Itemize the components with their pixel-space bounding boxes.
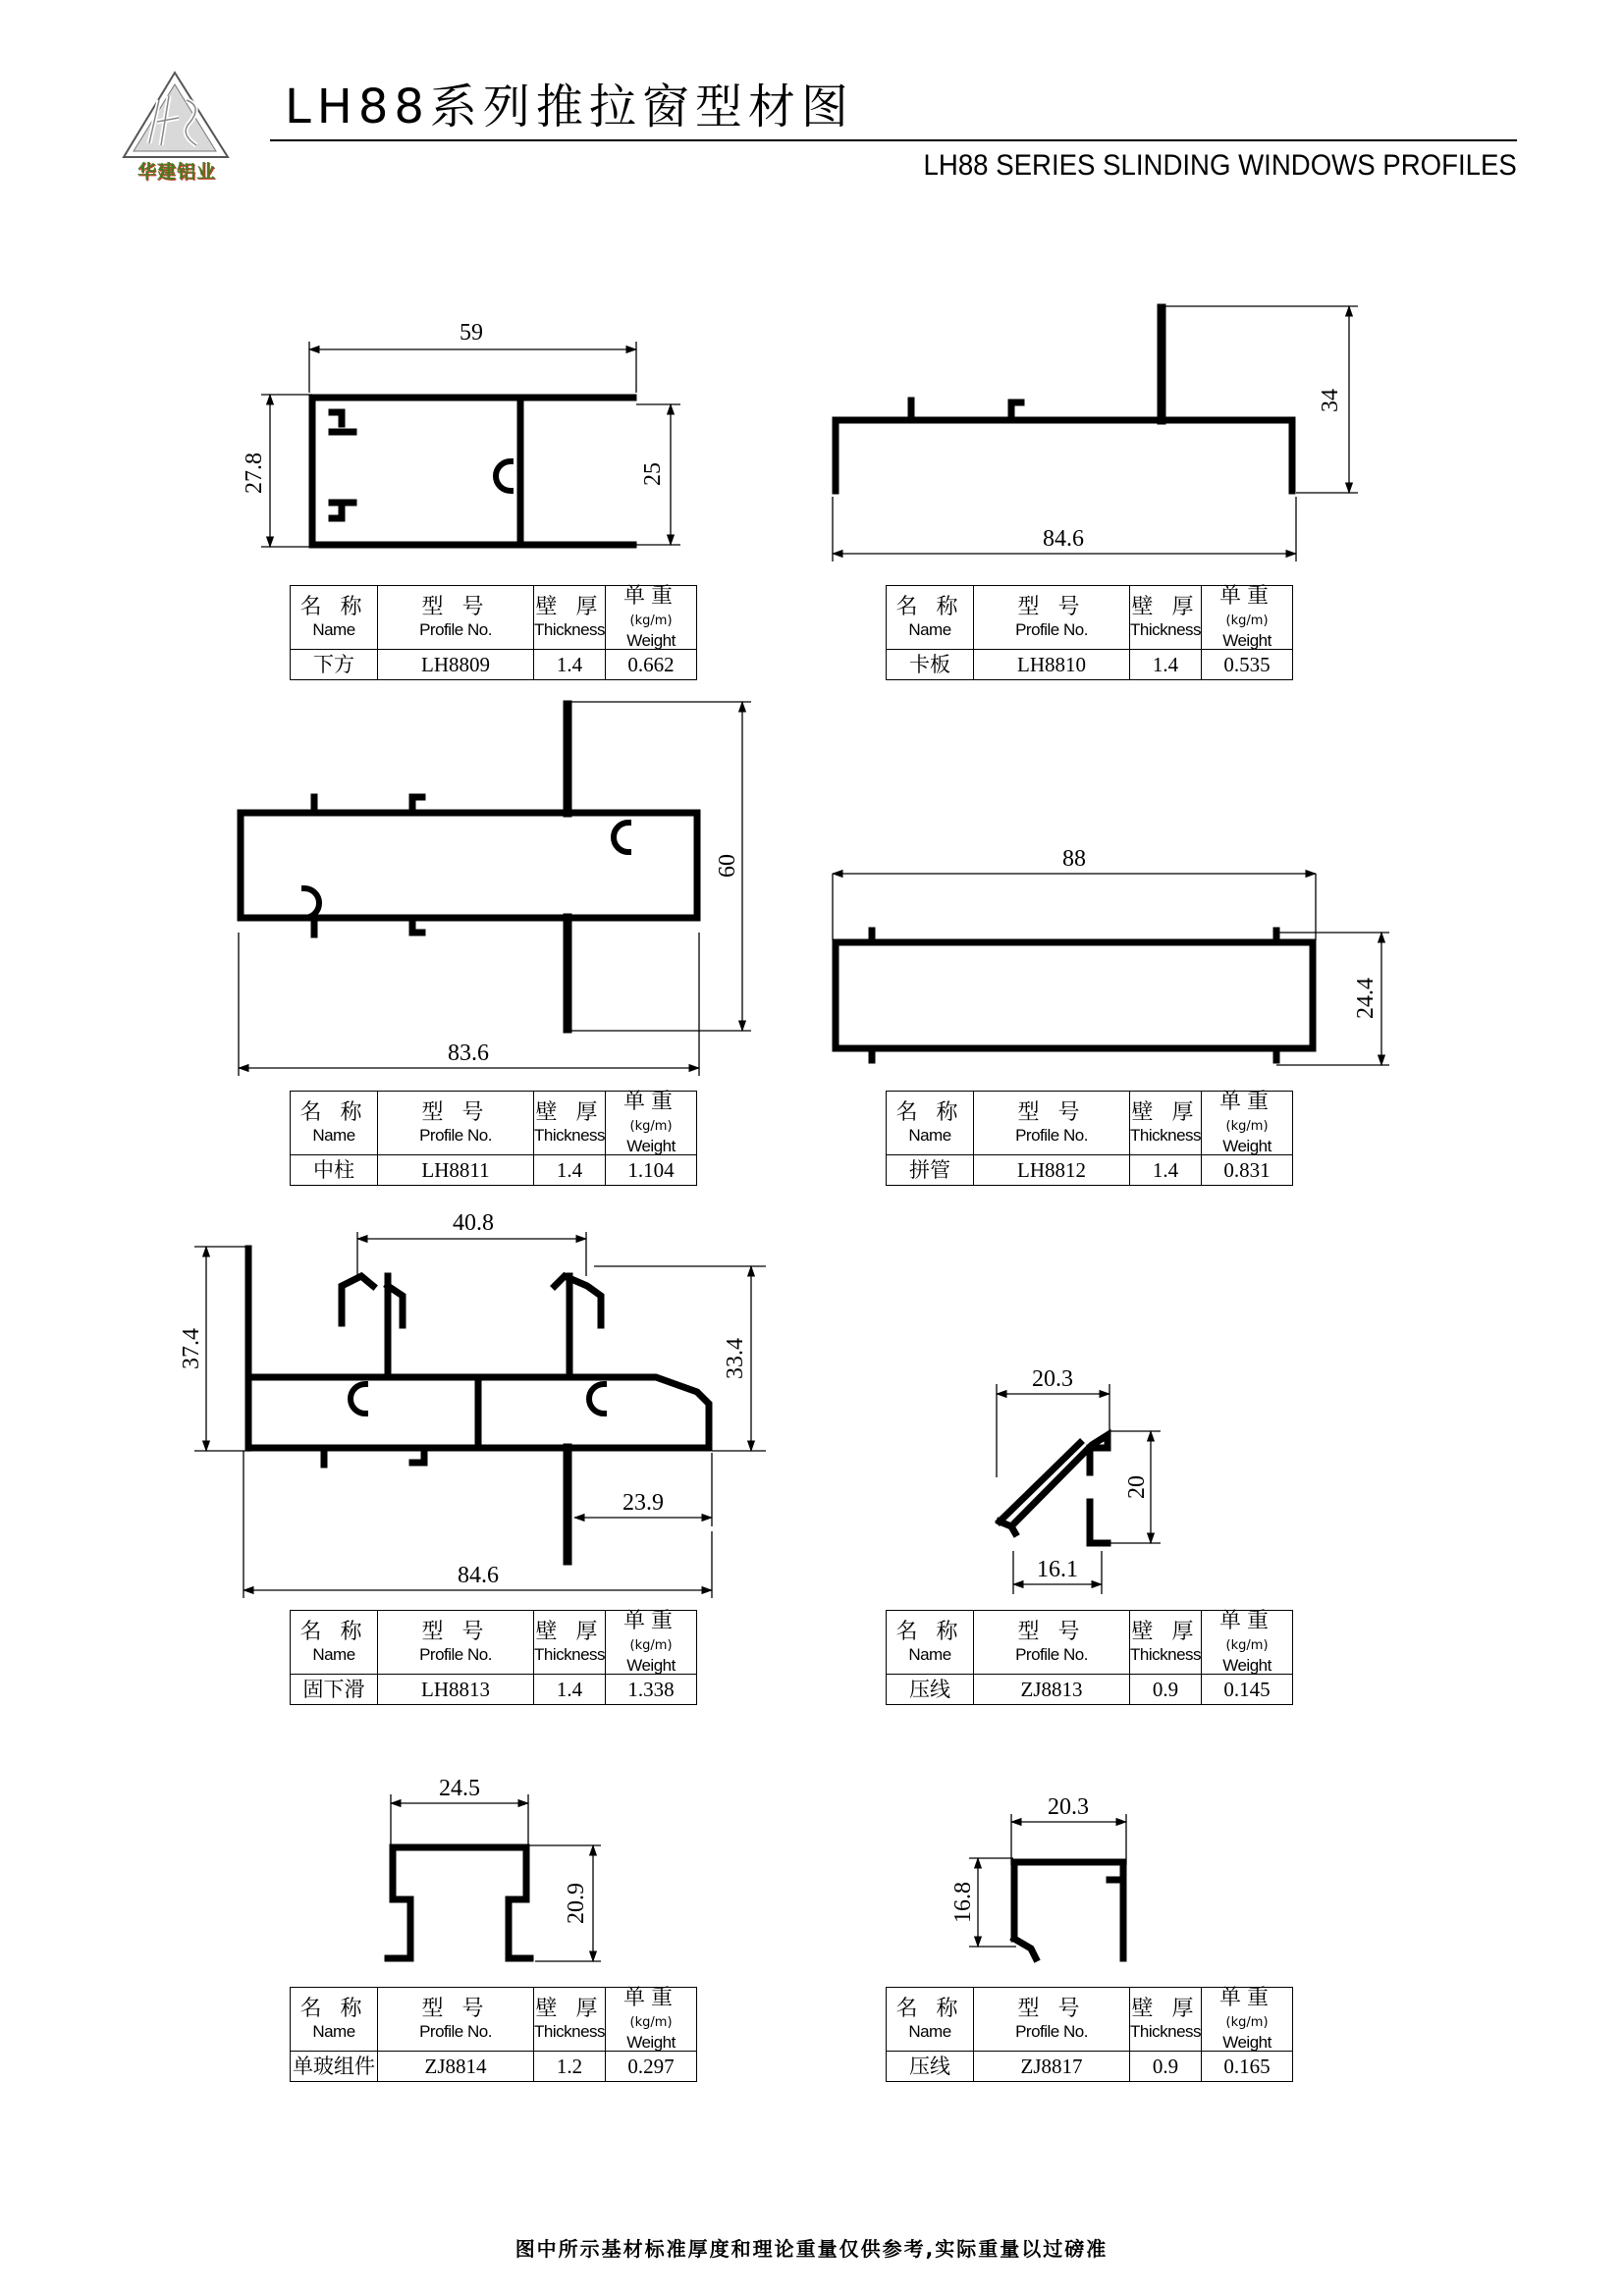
profile-name: 卡板 xyxy=(887,650,974,680)
page-title-cn: LH88系列推拉窗型材图 xyxy=(285,80,854,134)
spec-table-zj8813: 名 称 Name 型 号 Profile No. 壁 厚 Thickness 单重(kg/m) Weight 压线 ZJ8813 0.9 0.145 xyxy=(886,1610,1293,1705)
profile-weight: 0.662 xyxy=(606,650,697,680)
dim-label: 84.6 xyxy=(458,1563,499,1588)
profile-drawing-zj8814 xyxy=(388,1847,530,1958)
profile-no: LH8811 xyxy=(378,1155,534,1186)
profile-drawing-lh8809 xyxy=(312,398,633,545)
spec-table-lh8810: 名 称 Name 型 号 Profile No. 壁 厚 Thickness 单重(kg/m) Weight 卡板 LH8810 1.4 0.535 xyxy=(886,585,1293,680)
dim-label: 37.4 xyxy=(179,1328,204,1369)
profile-weight: 0.831 xyxy=(1202,1155,1293,1186)
footer-note: 图中所示基材标准厚度和理论重量仅供参考,实际重量以过磅准 xyxy=(514,2237,1109,2261)
profile-weight: 0.297 xyxy=(606,2052,697,2082)
profile-no: LH8809 xyxy=(378,650,534,680)
dim-label: 24.4 xyxy=(1353,978,1379,1019)
profile-thickness: 1.4 xyxy=(534,1675,606,1705)
dim-label: 23.9 xyxy=(622,1490,664,1516)
company-name: 华建铝业 xyxy=(136,161,216,183)
profile-name: 压线 xyxy=(887,1675,974,1705)
dim-label: 27.8 xyxy=(242,453,267,494)
profile-name: 中柱 xyxy=(291,1155,378,1186)
dim-label: 59 xyxy=(460,320,483,346)
profile-weight: 0.535 xyxy=(1202,650,1293,680)
dim-label: 40.8 xyxy=(453,1210,494,1236)
profile-thickness: 1.4 xyxy=(534,1155,606,1186)
profile-thickness: 0.9 xyxy=(1130,1675,1202,1705)
profile-no: LH8813 xyxy=(378,1675,534,1705)
profile-no: ZJ8817 xyxy=(974,2052,1130,2082)
profile-thickness: 1.4 xyxy=(534,650,606,680)
page-title-en: LH88 SERIES SLINDING WINDOWS PROFILES xyxy=(923,149,1517,182)
dim-label: 60 xyxy=(715,854,740,878)
profile-weight: 1.338 xyxy=(606,1675,697,1705)
dim-label: 20 xyxy=(1124,1475,1150,1499)
profile-name: 压线 xyxy=(887,2052,974,2082)
profile-drawing-lh8812 xyxy=(836,931,1313,1060)
dim-label: 16.1 xyxy=(1037,1557,1078,1582)
profile-name: 下方 xyxy=(291,650,378,680)
dim-label: 84.6 xyxy=(1043,526,1084,552)
dim-label: 20.3 xyxy=(1048,1794,1089,1820)
profile-thickness: 1.4 xyxy=(1130,1155,1202,1186)
dim-label: 33.4 xyxy=(723,1338,748,1379)
dim-label: 83.6 xyxy=(448,1041,489,1066)
dim-label: 88 xyxy=(1062,846,1086,872)
spec-table-lh8809: 名 称 Name 型 号 Profile No. 壁 厚 Thickness 单重(kg/m) Weight 下方 LH8809 1.4 0.662 xyxy=(290,585,697,680)
profile-name: 单玻组件 xyxy=(291,2052,378,2082)
profile-no: LH8812 xyxy=(974,1155,1130,1186)
profile-no: ZJ8813 xyxy=(974,1675,1130,1705)
profile-weight: 0.145 xyxy=(1202,1675,1293,1705)
profile-drawing-lh8810 xyxy=(836,308,1292,491)
profile-weight: 1.104 xyxy=(606,1155,697,1186)
spec-table-zj8814: 名 称 Name 型 号 Profile No. 壁 厚 Thickness 单重(kg/m) Weight 单玻组件 ZJ8814 1.2 0.297 xyxy=(290,1987,697,2082)
profile-drawing-zj8813 xyxy=(1000,1435,1108,1543)
dim-label: 25 xyxy=(640,462,666,486)
profile-no: LH8810 xyxy=(974,650,1130,680)
profile-drawing-lh8811 xyxy=(241,705,697,1029)
dim-label: 20.3 xyxy=(1032,1366,1073,1392)
spec-table-lh8812: 名 称 Name 型 号 Profile No. 壁 厚 Thickness 单重(kg/m) Weight 拼管 LH8812 1.4 0.831 xyxy=(886,1091,1293,1186)
profile-weight: 0.165 xyxy=(1202,2052,1293,2082)
dim-label: 16.8 xyxy=(950,1882,976,1923)
spec-table-lh8813: 名 称 Name 型 号 Profile No. 壁 厚 Thickness 单重(kg/m) Weight 固下滑 LH8813 1.4 1.338 xyxy=(290,1610,697,1705)
spec-table-zj8817: 名 称 Name 型 号 Profile No. 壁 厚 Thickness 单重(kg/m) Weight 压线 ZJ8817 0.9 0.165 xyxy=(886,1987,1293,2082)
profile-drawing-zj8817 xyxy=(1014,1862,1123,1958)
profile-no: ZJ8814 xyxy=(378,2052,534,2082)
profile-thickness: 1.4 xyxy=(1130,650,1202,680)
profile-name: 固下滑 xyxy=(291,1675,378,1705)
profile-thickness: 0.9 xyxy=(1130,2052,1202,2082)
spec-table-lh8811: 名 称 Name 型 号 Profile No. 壁 厚 Thickness 单重(kg/m) Weight 中柱 LH8811 1.4 1.104 xyxy=(290,1091,697,1186)
dim-label: 34 xyxy=(1318,389,1343,412)
profile-thickness: 1.2 xyxy=(534,2052,606,2082)
dim-label: 20.9 xyxy=(564,1883,589,1924)
profile-name: 拼管 xyxy=(887,1155,974,1186)
dim-label: 24.5 xyxy=(439,1776,480,1801)
